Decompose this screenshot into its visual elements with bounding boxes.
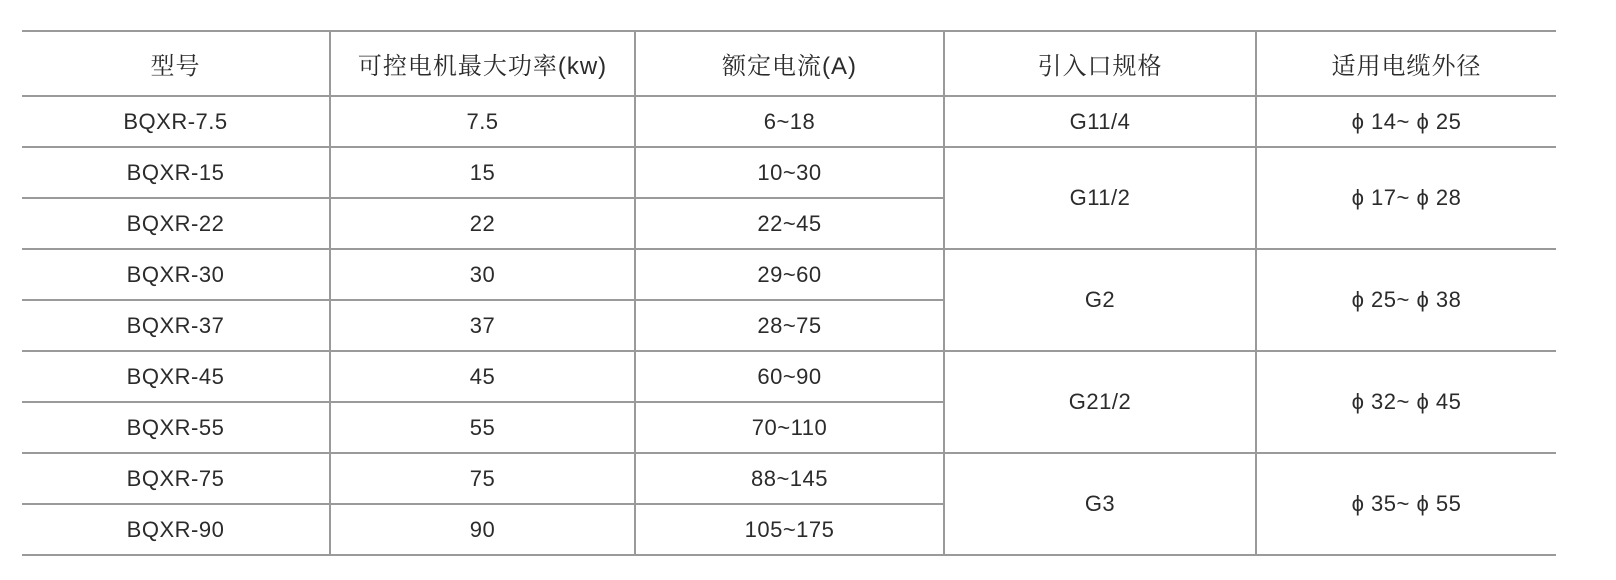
header-rated-current: 额定电流(A) <box>635 31 944 96</box>
model-cell: BQXR-45 <box>22 351 330 402</box>
power-cell: 55 <box>330 402 635 453</box>
model-cell: BQXR-75 <box>22 453 330 504</box>
cable-od-cell: ϕ 17~ ϕ 28 <box>1256 147 1556 249</box>
power-cell: 30 <box>330 249 635 300</box>
power-cell: 37 <box>330 300 635 351</box>
current-cell: 105~175 <box>635 504 944 555</box>
current-cell: 88~145 <box>635 453 944 504</box>
power-cell: 45 <box>330 351 635 402</box>
header-row <box>22 31 1556 96</box>
current-cell: 22~45 <box>635 198 944 249</box>
power-cell: 75 <box>330 453 635 504</box>
spec-table <box>22 30 1556 556</box>
inlet-spec-cell: G11/2 <box>944 147 1256 249</box>
header-max-power: 可控电机最大功率(kw) <box>330 31 635 96</box>
spec-table-container <box>22 30 1556 556</box>
power-cell: 7.5 <box>330 96 635 147</box>
table-row <box>22 147 1556 198</box>
power-cell: 22 <box>330 198 635 249</box>
current-cell: 70~110 <box>635 402 944 453</box>
table-row <box>22 96 1556 147</box>
current-cell: 6~18 <box>635 96 944 147</box>
model-cell: BQXR-22 <box>22 198 330 249</box>
power-cell: 90 <box>330 504 635 555</box>
inlet-spec-cell: G11/4 <box>944 96 1256 147</box>
model-cell: BQXR-90 <box>22 504 330 555</box>
cable-od-cell: ϕ 32~ ϕ 45 <box>1256 351 1556 453</box>
cable-od-cell: ϕ 25~ ϕ 38 <box>1256 249 1556 351</box>
current-cell: 28~75 <box>635 300 944 351</box>
model-cell: BQXR-30 <box>22 249 330 300</box>
header-inlet-spec: 引入口规格 <box>944 31 1256 96</box>
inlet-spec-cell: G2 <box>944 249 1256 351</box>
current-cell: 10~30 <box>635 147 944 198</box>
model-cell: BQXR-37 <box>22 300 330 351</box>
inlet-spec-cell: G3 <box>944 453 1256 555</box>
power-cell: 15 <box>330 147 635 198</box>
current-cell: 60~90 <box>635 351 944 402</box>
cable-od-cell: ϕ 14~ ϕ 25 <box>1256 96 1556 147</box>
table-row <box>22 351 1556 402</box>
model-cell: BQXR-15 <box>22 147 330 198</box>
cable-od-cell: ϕ 35~ ϕ 55 <box>1256 453 1556 555</box>
model-cell: BQXR-55 <box>22 402 330 453</box>
table-row <box>22 453 1556 504</box>
current-cell: 29~60 <box>635 249 944 300</box>
header-cable-od: 适用电缆外径 <box>1256 31 1556 96</box>
model-cell: BQXR-7.5 <box>22 96 330 147</box>
inlet-spec-cell: G21/2 <box>944 351 1256 453</box>
table-row <box>22 249 1556 300</box>
header-model: 型号 <box>22 31 330 96</box>
